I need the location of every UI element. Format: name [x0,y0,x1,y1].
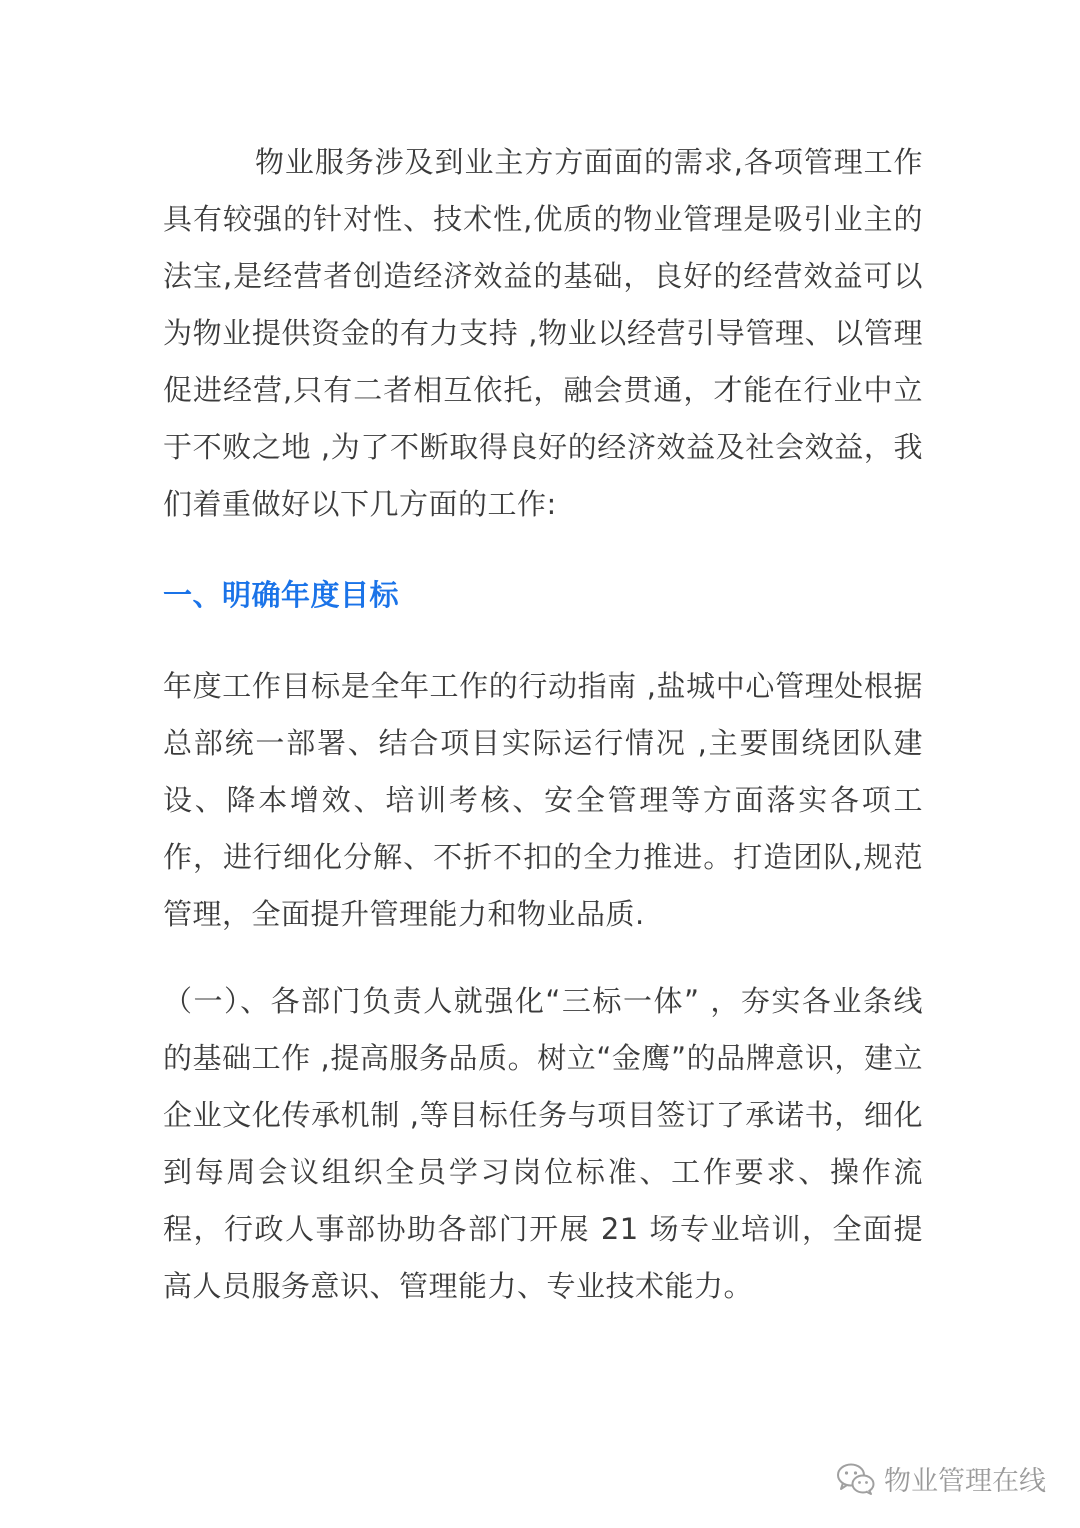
section-paragraph-2: （一）、各部门负责人就强化“三标一体” ，夯实各业条线的基础工作 ,提高服务品质。树立“金鹰”的品牌意识，建立企业文化传承机制 ,等目标任务与项目签订了承诺书，细化到每周会议组织全员学习岗位标准、工作要求、操作流程，行政人事部协助各部门开展 21 场专业培训，全面提高人员服务意识、管理能力、专业技术能力。 [163,984,923,1303]
spacer [163,533,923,567]
intro-paragraph: 物业服务涉及到业主方方面面的需求,各项管理工作具有较强的针对性、技术性,优质的物业管理是吸引业主的法宝,是经营者创造经济效益的基础，良好的经营效益可以为物业提供资金的有力支持 ,物业以经营引导管理、以管理促进经营,只有二者相互依托，融会贯通，才能在行业中立于不败之地 ,为了不断取得良好的经济效益及社会效益，我们着重做好以下几方面的工作: [163,145,923,521]
article-body [163,134,923,1315]
section-paragraph-1: 年度工作目标是全年工作的行动指南 ,盐城中心管理处根据总部统一部署、结合项目实际运行情况 ,主要围绕团队建设、降本增效、培训考核、安全管理等方面落实各项工作，进行细化分解、不折不扣的全力推进。打造团队,规范管理，全面提升管理能力和物业品质. [163,669,923,931]
watermark-text: 物业管理在线 [884,1466,1046,1497]
spacer [163,624,923,658]
spacer [163,943,923,973]
watermark [836,1459,1046,1498]
section-heading: 一、明确年度目标 [163,578,400,612]
wechat-icon [836,1462,876,1496]
